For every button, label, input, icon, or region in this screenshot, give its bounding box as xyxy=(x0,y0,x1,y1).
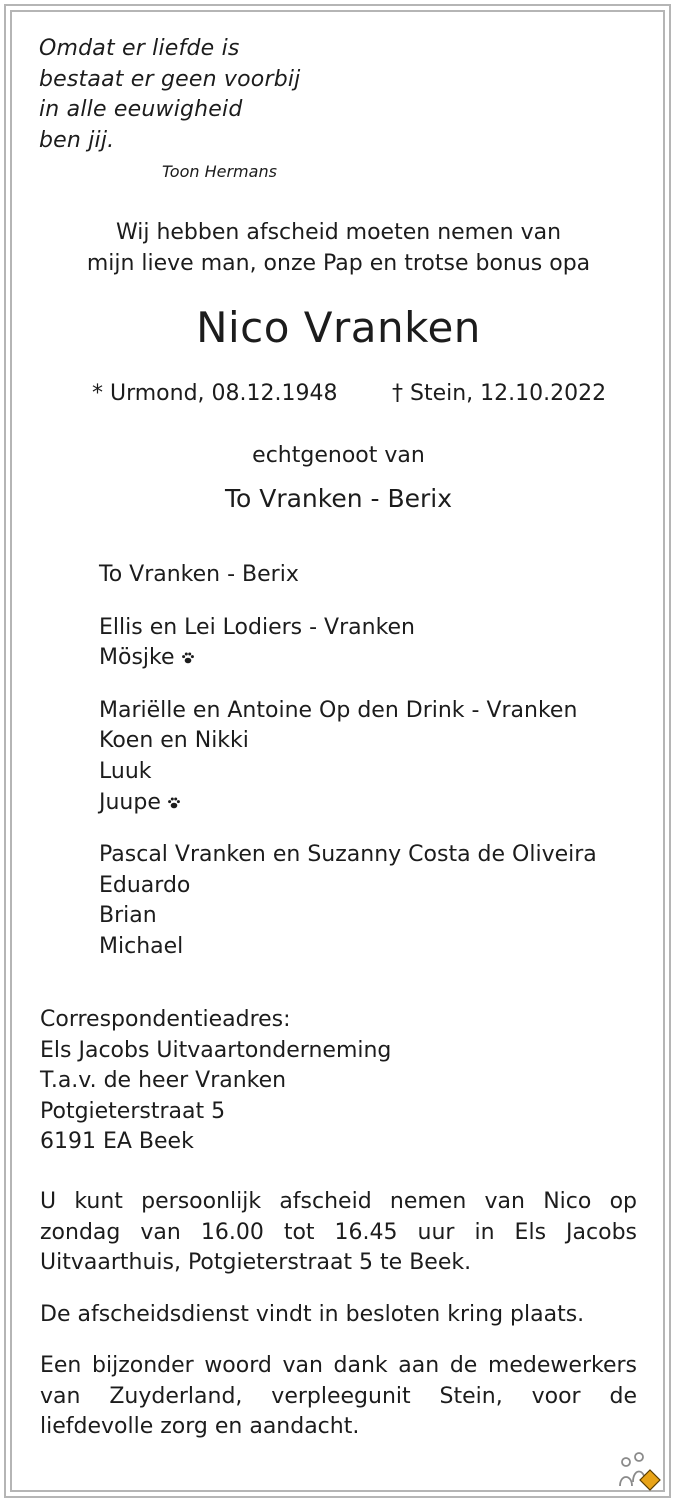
family-member-name: Koen en Nikki xyxy=(99,728,249,754)
address-line: Potgieterstraat 5 xyxy=(40,1098,226,1124)
intro-text xyxy=(0,217,677,279)
family-member xyxy=(99,757,597,788)
poem xyxy=(39,34,301,156)
family-member xyxy=(99,696,597,727)
address-line: Els Jacobs Uitvaartonderneming xyxy=(40,1037,392,1063)
family-member xyxy=(99,932,597,963)
poem-line: bestaat er geen voorbij xyxy=(39,66,301,92)
family-group xyxy=(99,560,597,591)
spouse-label: echtgenoot van xyxy=(252,443,425,468)
family-member-name: Mariëlle en Antoine Op den Drink - Vranken xyxy=(99,697,578,723)
paw-print-icon xyxy=(167,789,181,803)
family-member xyxy=(99,840,597,871)
family-member-name: To Vranken - Berix xyxy=(99,562,299,587)
address-line: T.a.v. de heer Vranken xyxy=(40,1068,287,1094)
intro-line: mijn lieve man, onze Pap en trotse bonus opa xyxy=(86,251,591,276)
family-member xyxy=(99,560,597,591)
family-member-name: Ellis en Lei Lodiers - Vranken xyxy=(99,614,416,640)
visit-paragraph: U kunt persoonlijk afscheid nemen van Nico op zondag van 16.00 tot 16.45 uur in Els Jacobs Uitvaarthuis, Potgieterstraat 5 te Beek. xyxy=(40,1189,637,1275)
closing-paragraphs xyxy=(40,1187,637,1464)
family-member-name: Luuk xyxy=(99,758,152,784)
family-group xyxy=(99,613,597,674)
paw-print-icon xyxy=(181,644,195,658)
address-line: Correspondentieadres: xyxy=(40,1007,291,1032)
poem-author: Toon Hermans xyxy=(162,162,277,181)
family-member-name: Pascal Vranken en Suzanny Costa de Oliveira xyxy=(99,842,597,868)
thanks-paragraph: Een bijzonder woord van dank aan de medewerkers van Zuyderland, verpleegunit Stein, voor de liefdevolle zorg en aandacht. xyxy=(40,1353,637,1439)
intro-line: Wij hebben afscheid moeten nemen van xyxy=(115,220,562,245)
poem-line: Omdat er liefde is xyxy=(39,36,240,61)
family-member xyxy=(99,901,597,932)
family-group xyxy=(99,840,597,962)
family-member xyxy=(99,871,597,902)
family-member-name: Michael xyxy=(99,933,184,959)
family-member-name: Brian xyxy=(99,903,157,929)
correspondence-address xyxy=(40,1005,391,1158)
deceased-name: Nico Vranken xyxy=(196,303,481,352)
family-member xyxy=(99,726,597,757)
poem-line: in alle eeuwigheid xyxy=(39,97,243,122)
family-member-name: Juupe xyxy=(99,789,161,815)
spouse-name: To Vranken - Berix xyxy=(224,484,453,513)
family-member-name: Mösjke xyxy=(99,645,175,671)
family-group xyxy=(99,696,597,818)
poem-line: ben jij. xyxy=(39,127,115,153)
family-member xyxy=(99,788,597,819)
family-list xyxy=(99,560,597,985)
family-member xyxy=(99,613,597,644)
family-member-name: Eduardo xyxy=(99,872,191,898)
family-figures-logo-icon xyxy=(614,1450,664,1492)
service-paragraph: De afscheidsdienst vindt in besloten kring plaats. xyxy=(40,1301,585,1327)
address-line: 6191 EA Beek xyxy=(40,1129,194,1155)
death-info: † Stein, 12.10.2022 xyxy=(392,381,607,406)
family-member xyxy=(99,643,597,674)
birth-info: * Urmond, 08.12.1948 xyxy=(92,381,338,406)
